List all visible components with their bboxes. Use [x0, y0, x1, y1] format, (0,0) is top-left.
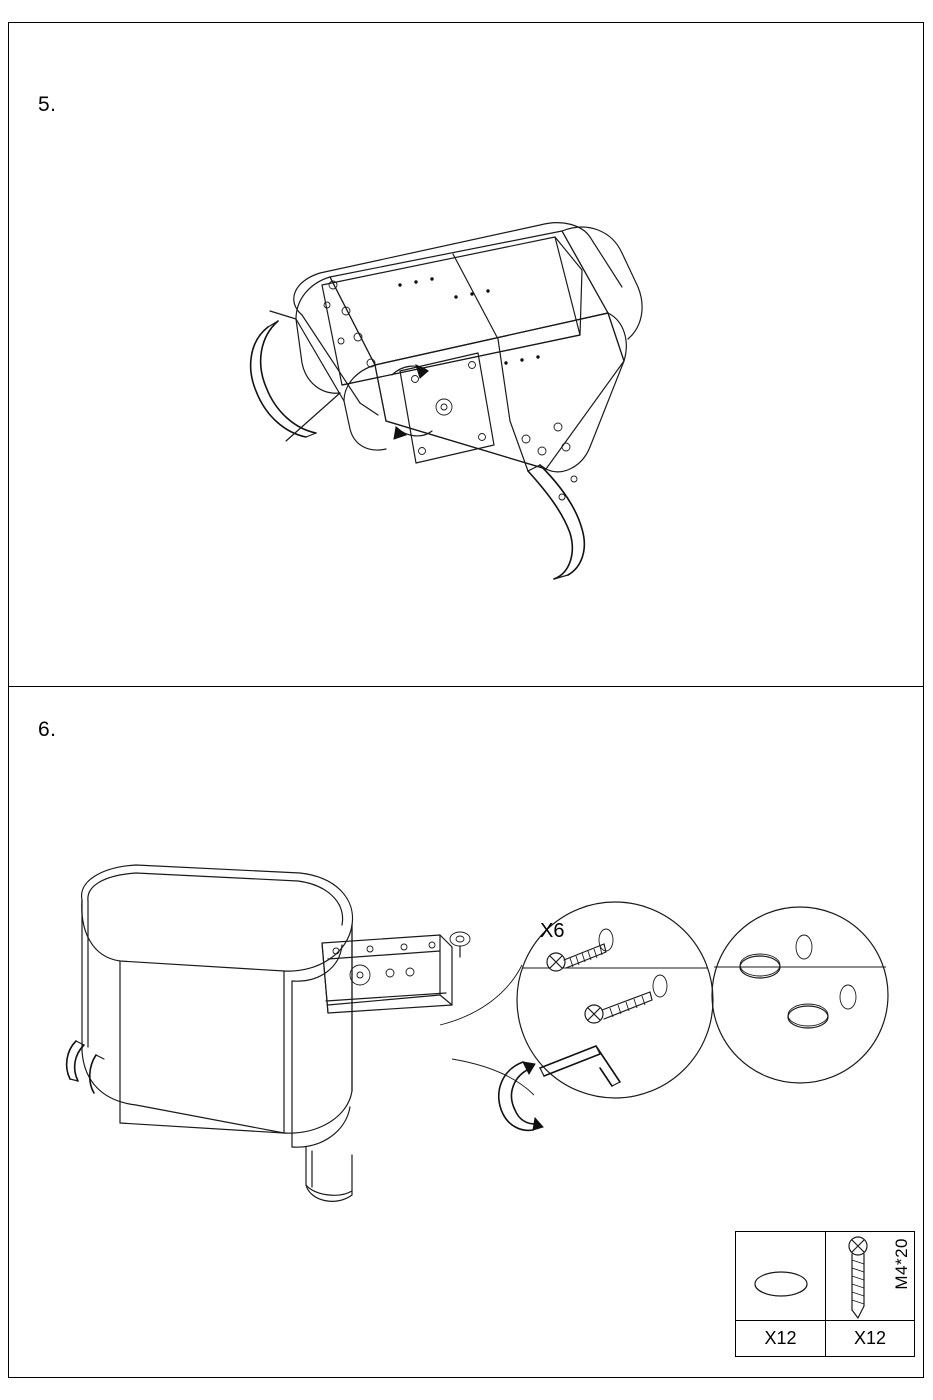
screw-quantity-callout: X6 [540, 920, 565, 942]
detail-circle-caps [700, 905, 900, 1105]
step-6-number: 6. [38, 718, 57, 741]
rotation-arrow-upper [392, 365, 428, 378]
predrilled-hole-marks [399, 278, 539, 364]
parts-cell-cap [736, 1232, 825, 1356]
bench-upright-drawing [67, 865, 470, 1201]
screw-upper [547, 944, 606, 971]
bench-underside-drawing [251, 223, 642, 579]
screw-detail-small [450, 932, 470, 957]
screw-size-label: M4*20 [892, 1238, 911, 1290]
step-6-bench-illustration [60, 855, 480, 1255]
step-5-illustration [210, 215, 910, 635]
oval-cap-icon [736, 1232, 825, 1322]
parts-list-table [735, 1231, 915, 1357]
step-5-number: 5. [38, 93, 57, 116]
screw-lower [585, 992, 652, 1023]
screw-quantity: X12 [826, 1320, 914, 1356]
parts-cell-screw [825, 1232, 914, 1356]
cap-quantity: X12 [736, 1320, 825, 1356]
step-divider-line [8, 686, 924, 687]
tighten-rotation-arrow [485, 1050, 565, 1140]
